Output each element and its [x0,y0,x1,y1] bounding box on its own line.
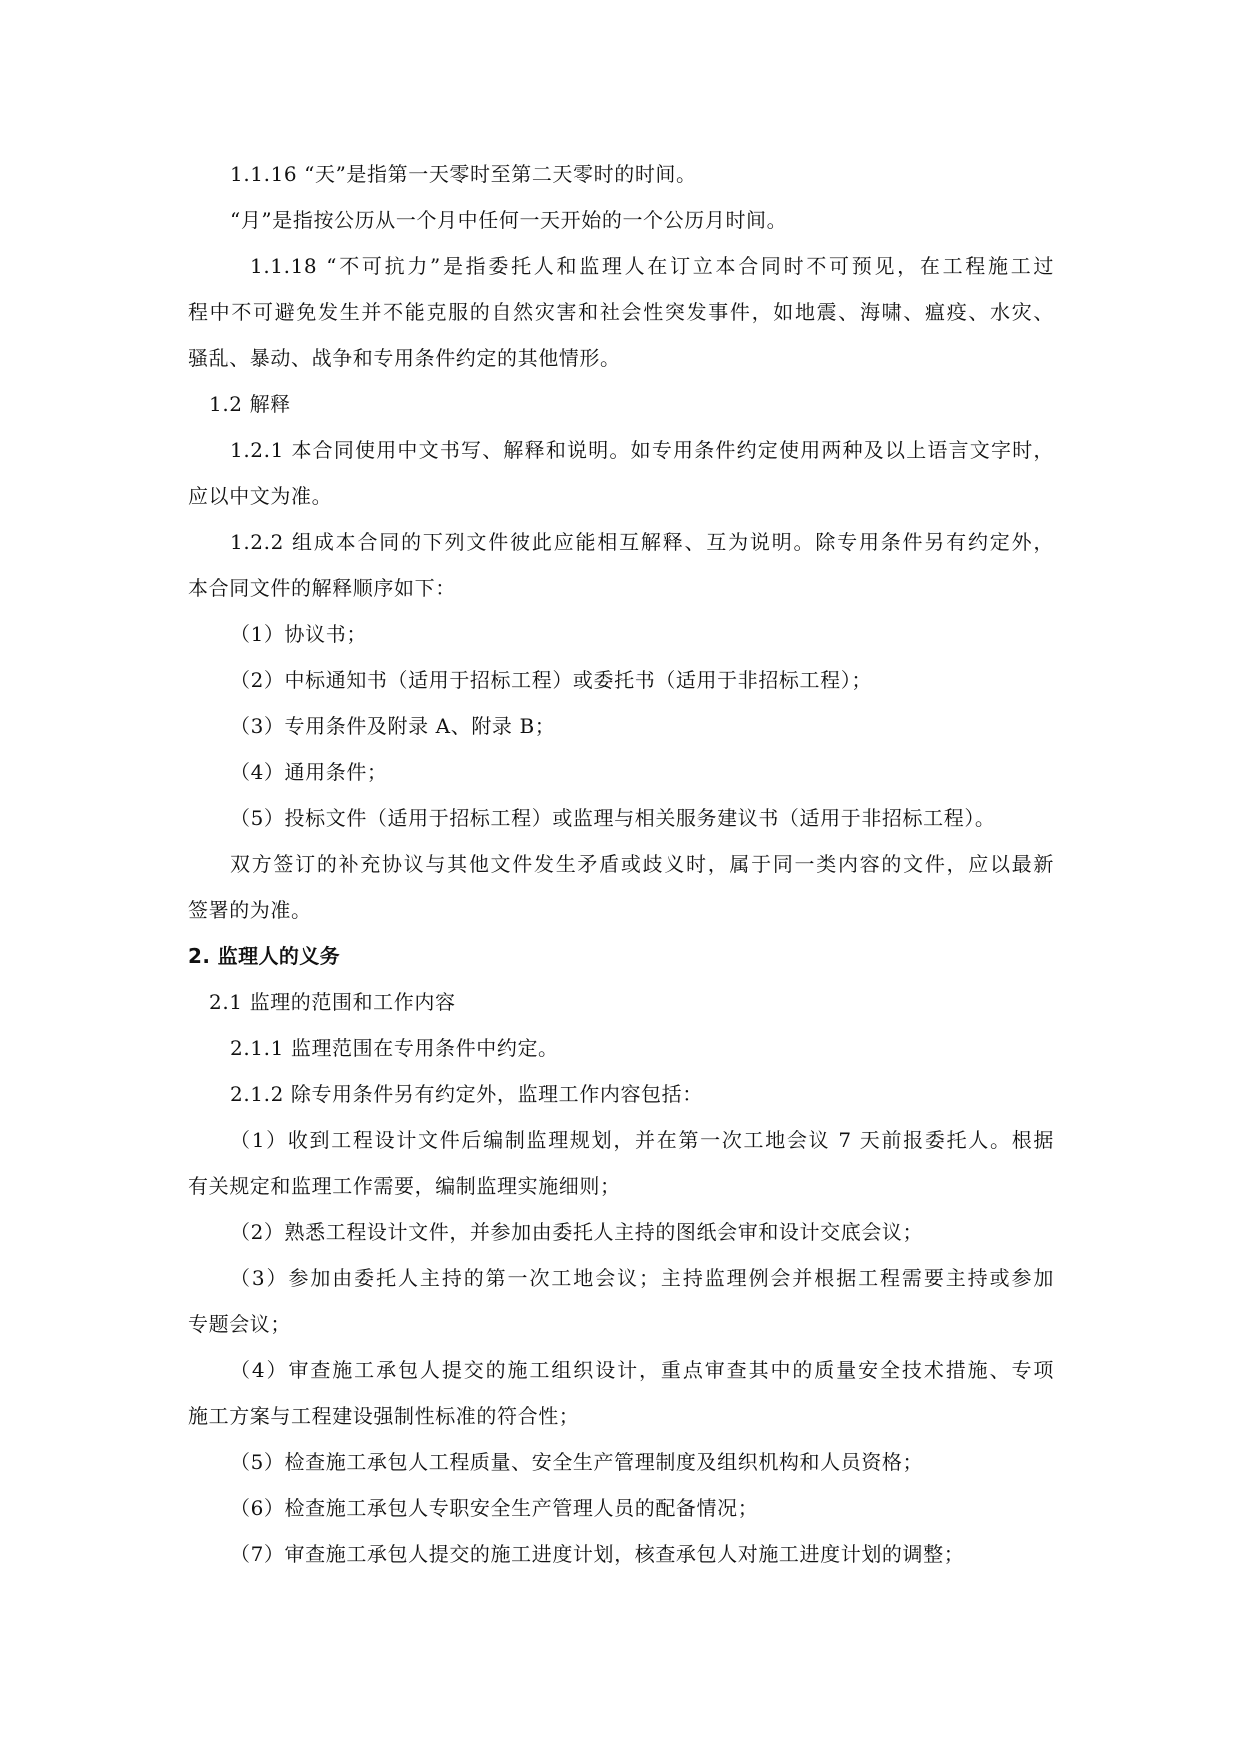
supplement-clause-line2: 签署的为准。 [188,898,312,922]
clause-1-2-1-line2: 应以中文为准。 [188,484,333,508]
duty-item-2: （2）熟悉工程设计文件，并参加由委托人主持的图纸会审和设计交底会议； [230,1220,924,1244]
duty-item-7: （7）审查施工承包人提交的施工进度计划，核查承包人对施工进度计划的调整； [230,1542,965,1566]
document-list-item-4: （4）通用条件； [230,760,388,784]
duty-item-3-line2: 专题会议； [188,1312,291,1336]
clause-1-1-16: 1.1.16 “天”是指第一天零时至第二天零时的时间。 [230,162,697,186]
duty-item-1-line1: （1）收到工程设计文件后编制监理规划，并在第一次工地会议 7 天前报委托人。根据 [230,1128,1054,1152]
clause-1-2-2-line1: 1.2.2 组成本合同的下列文件彼此应能相互解释、互为说明。除专用条件另有约定外， [230,530,1054,554]
document-list-item-1: （1）协议书； [230,622,367,646]
duty-item-4-line2: 施工方案与工程建设强制性标准的符合性； [188,1404,580,1428]
clause-2-1-1: 2.1.1 监理范围在专用条件中约定。 [230,1036,559,1060]
duty-item-5: （5）检查施工承包人工程质量、安全生产管理制度及组织机构和人员资格； [230,1450,924,1474]
duty-item-6: （6）检查施工承包人专职安全生产管理人员的配备情况； [230,1496,759,1520]
document-list-item-3: （3）专用条件及附录 A、附录 B； [230,714,556,738]
duty-item-1-line2: 有关规定和监理工作需要，编制监理实施细则； [188,1174,621,1198]
clause-1-1-18-line1: 1.1.18 “不可抗力”是指委托人和监理人在订立本合同时不可预见，在工程施工过 [250,254,1054,278]
section-2-1-heading: 2.1 监理的范围和工作内容 [209,990,456,1014]
supplement-clause-line1: 双方签订的补充协议与其他文件发生矛盾或歧义时，属于同一类内容的文件，应以最新 [230,852,1054,876]
document-list-item-5: （5）投标文件（适用于招标工程）或监理与相关服务建议书（适用于非招标工程）。 [230,806,996,830]
clause-month-definition: “月”是指按公历从一个月中任何一天开始的一个公历月时间。 [230,208,788,232]
section-2-heading: 2. 监理人的义务 [188,944,341,968]
clause-1-2-2-line2: 本合同文件的解释顺序如下： [188,576,456,600]
duty-item-4-line1: （4）审查施工承包人提交的施工组织设计，重点审查其中的质量安全技术措施、专项 [230,1358,1054,1382]
clause-1-1-18-line2: 程中不可避免发生并不能克服的自然灾害和社会性突发事件，如地震、海啸、瘟疫、水灾、 [188,300,1054,324]
clause-2-1-2: 2.1.2 除专用条件另有约定外，监理工作内容包括： [230,1082,703,1106]
clause-1-1-18-line3: 骚乱、暴动、战争和专用条件约定的其他情形。 [188,346,621,370]
section-1-2-heading: 1.2 解释 [209,392,291,416]
clause-1-2-1-line1: 1.2.1 本合同使用中文书写、解释和说明。如专用条件约定使用两种及以上语言文字时， [230,438,1054,462]
document-list-item-2: （2）中标通知书（适用于招标工程）或委托书（适用于非招标工程）； [230,668,872,692]
duty-item-3-line1: （3）参加由委托人主持的第一次工地会议；主持监理例会并根据工程需要主持或参加 [230,1266,1054,1290]
